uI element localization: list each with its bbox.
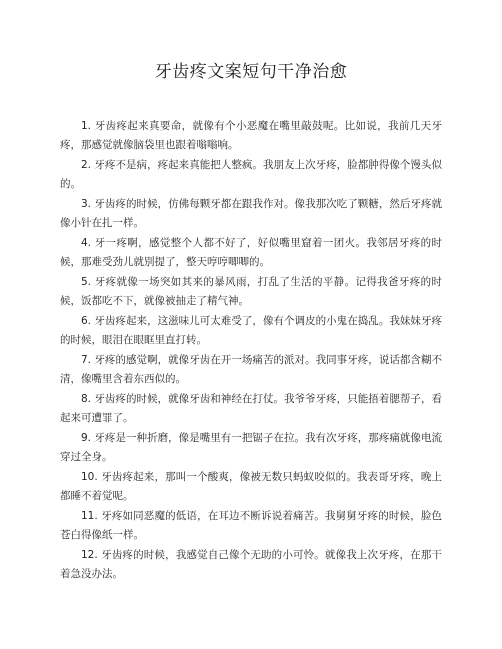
page-title: 牙齿疼文案短句干净治愈 [154,62,348,82]
list-item-6: 6. 牙齿疼起来，这滋味儿可太难受了，像有个调皮的小鬼在捣乱。我妹妹牙疼的时候，眼泪在眼眶里直打转。 [60,315,442,346]
list-item-1: 1. 牙齿疼起来真要命，就像有个小恶魔在嘴里敲鼓呢。比如说，我前几天牙疼，那感觉就像脑袋里也跟着嗡嗡响。 [60,120,442,151]
list-item-9: 9. 牙疼是一种折磨，像是嘴里有一把锯子在拉。我有次牙疼，那疼痛就像电流穿过全身。 [60,432,442,463]
list-item-4: 4. 牙一疼啊，感觉整个人都不好了，好似嘴里窟着一团火。我邻居牙疼的时候，那难受劲儿就别提了，整天哼哼唧唧的。 [60,237,442,268]
list-item-10: 10. 牙齿疼起来，那叫一个酸爽，像被无数只蚂蚁咬似的。我表哥牙疼，晚上都睡不着觉呢。 [60,471,442,502]
list-item-3: 3. 牙齿疼的时候，仿佛每颗牙都在跟我作对。像我那次吃了颗糖，然后牙疼就像小针在扎一样。 [60,198,442,229]
list-item-5: 5. 牙疼就像一场突如其来的暴风雨，打乱了生活的平静。记得我爸牙疼的时候，饭都吃不下，就像被抽走了精气神。 [60,276,442,307]
paragraph-list [60,117,442,584]
list-item-7: 7. 牙疼的感觉啊，就像牙齿在开一场痛苦的派对。我同事牙疼，说话都含糊不清，像嘴里含着东西似的。 [60,354,442,385]
list-item-11: 11. 牙疼如同恶魔的低语，在耳边不断诉说着痛苦。我舅舅牙疼的时候，脸色苍白得像纸一样。 [60,510,442,541]
list-item-12: 12. 牙齿疼的时候，我感觉自己像个无助的小可怜。就像我上次牙疼，在那干着急没办法。 [60,549,442,580]
list-item-2: 2. 牙疼不是病，疼起来真能把人整疯。我朋友上次牙疼，脸都肿得像个馒头似的。 [60,159,442,190]
list-item-8: 8. 牙齿疼的时候，就像牙齿和神经在打仗。我爷爷牙疼，只能捂着腮帮子，看起来可遭罪了。 [60,393,442,424]
